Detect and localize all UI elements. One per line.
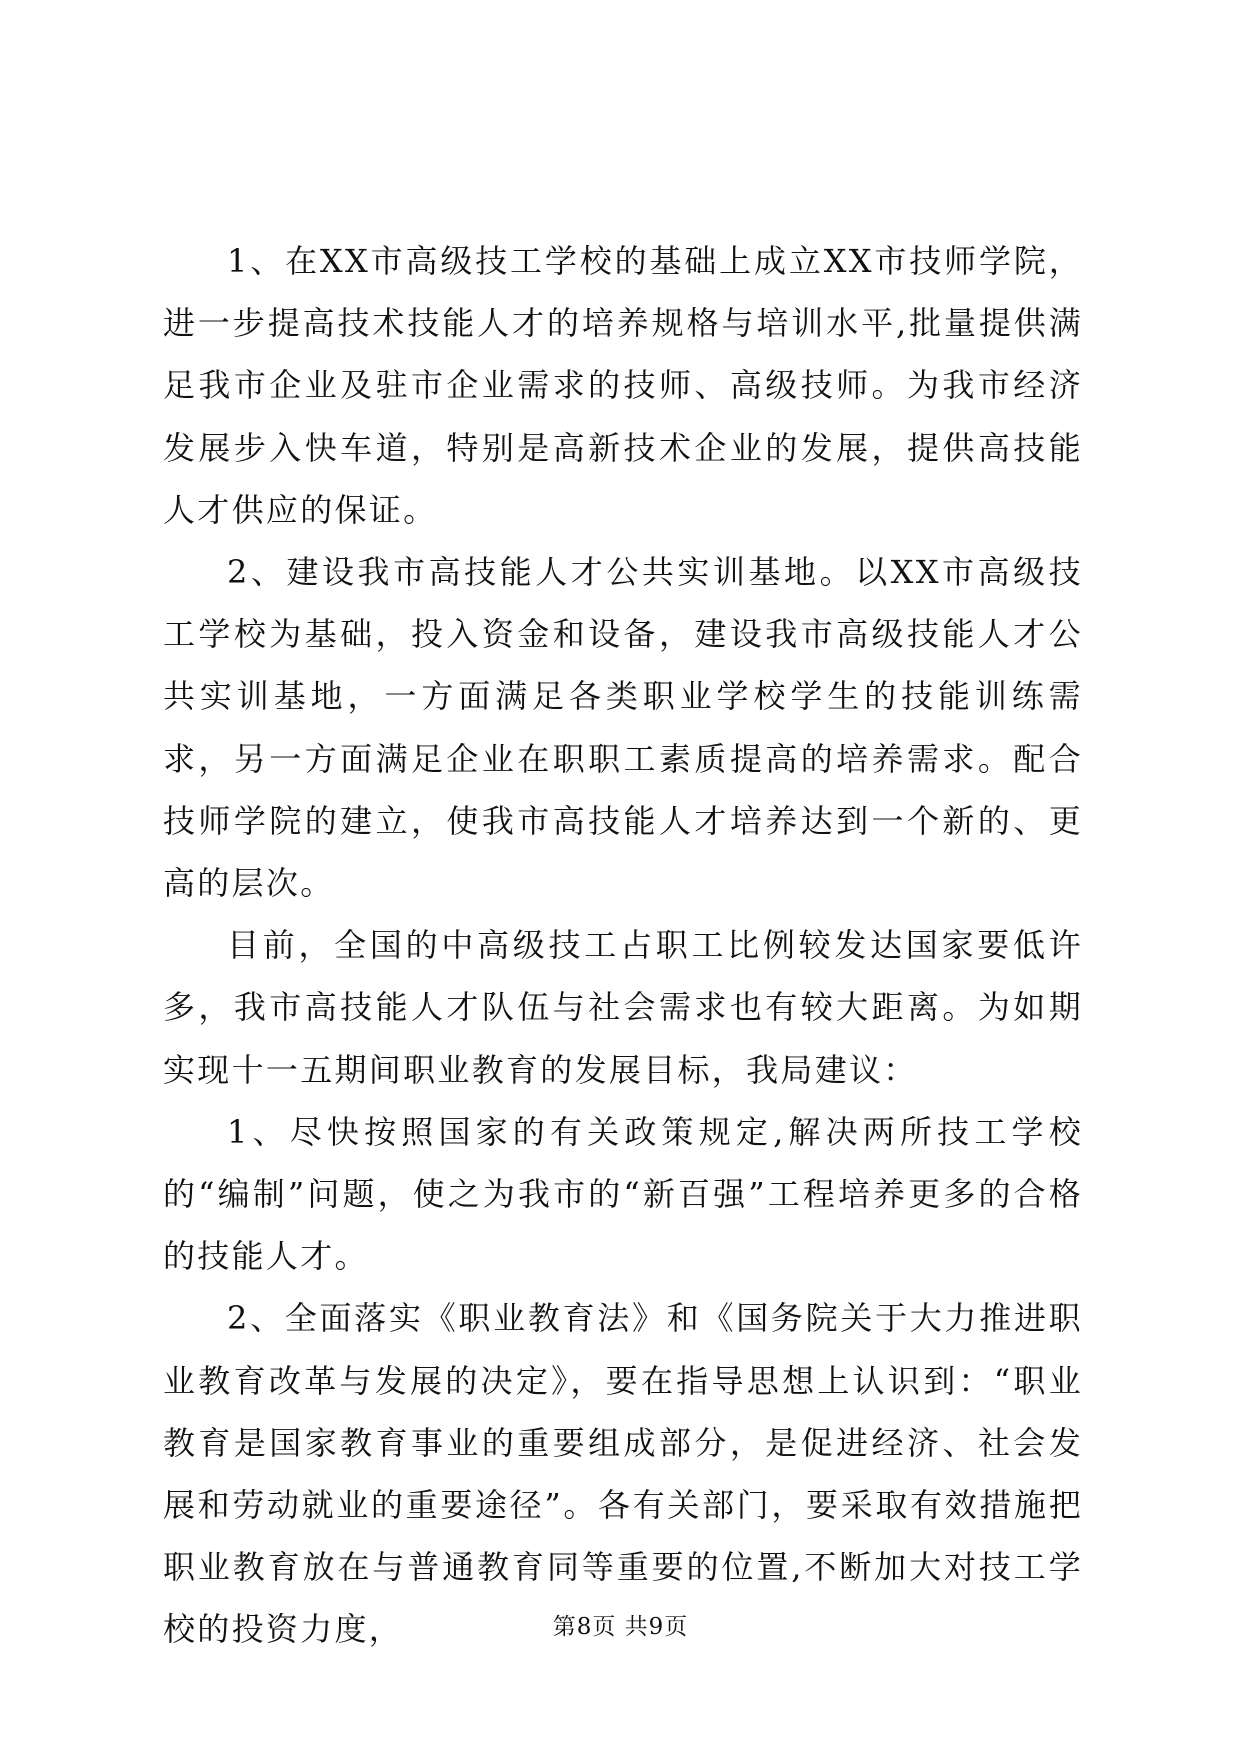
paragraph-1: 1、在XX市高级技工学校的基础上成立XX市技师学院，进一步提高技术技能人才的培养规格与培训水平,批量提供满足我市企业及驻市企业需求的技师、高级技师。为我市经济发展步入快车道，特别是高新技术企业的发展，提供高技能人才供应的保证。 [163,242,1083,529]
document-body [163,230,1083,1661]
paragraph-4: 1、尽快按照国家的有关政策规定,解决两所技工学校的“编制”问题，使之为我市的“新百强”工程培养更多的合格的技能人才。 [163,1112,1083,1276]
page-footer: 第8页 共9页 [552,1614,689,1640]
paragraph-2: 2、建设我市高技能人才公共实训基地。以XX市高级技工学校为基础，投入资金和设备，建设我市高级技能人才公共实训基地，一方面满足各类职业学校学生的技能训练需求，另一方面满足企业在职职工素质提高的培养需求。配合技师学院的建立，使我市高技能人才培养达到一个新的、更高的层次。 [163,553,1083,903]
paragraph-5: 2、全面落实《职业教育法》和《国务院关于大力推进职业教育改革与发展的决定》，要在指导思想上认识到：“职业教育是国家教育事业的重要组成部分，是促进经济、社会发展和劳动就业的重要途径”。各有关部门，要采取有效措施把职业教育放在与普通教育同等重要的位置,不断加大对技工学校的投资力度， [163,1299,1083,1649]
paragraph-3: 目前，全国的中高级技工占职工比例较发达国家要低许多，我市高技能人才队伍与社会需求也有较大距离。为如期实现十一五期间职业教育的发展目标，我局建议： [163,926,1083,1089]
